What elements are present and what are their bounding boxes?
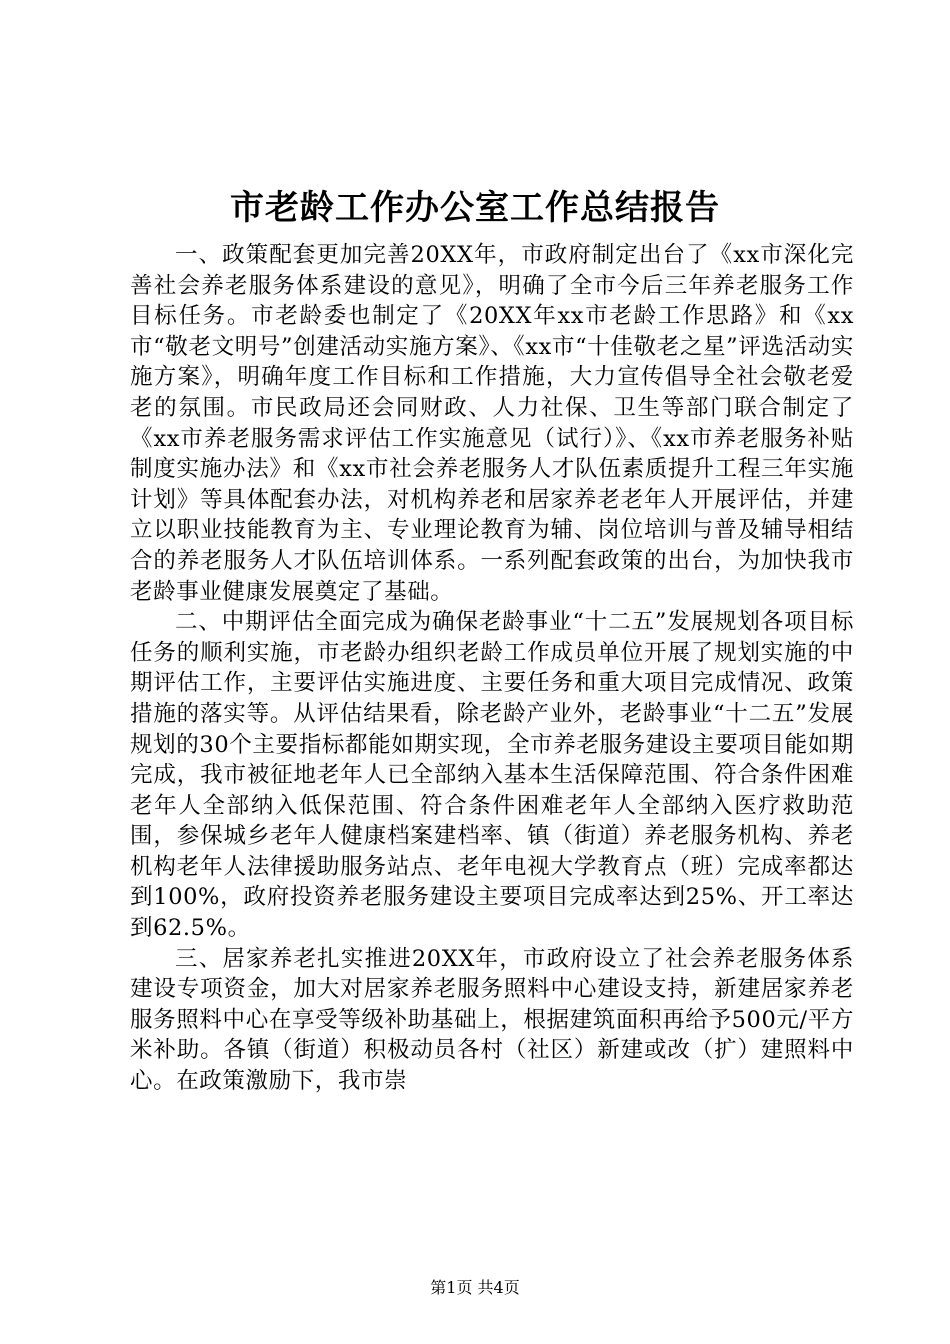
document-title: 市老龄工作办公室工作总结报告 (230, 188, 720, 228)
paragraph-midterm-evaluation: 二、中期评估全面完成为确保老龄事业“十二五”发展规划各项目标任务的顺利实施，市老龄办组织老龄工作成员单位开展了规划实施的中期评估工作，主要评估实施进度、主要任务和重大项目完成情况、政策措施的落实等。从评估结果看，除老龄产业外，老龄事业“十二五”发展规划的30个主要指标都能如期实现，全市养老服务建设主要项目能如期完成，我市被征地老年人已全部纳入基本生活保障范围、符合条件困难老年人全部纳入低保范围、符合条件困难老年人全部纳入医疗救助范围，参保城乡老年人健康档案建档率、镇（街道）养老服务机构、养老机构老年人法律援助服务站点、老年电视大学教育点（班）完成率都达到100%，政府投资养老服务建设主要项目完成率达到25%、开工率达到62.5%。 (130, 609, 854, 942)
paragraph-policy: 一、政策配套更加完善20XX年，市政府制定出台了《xx市深化完善社会养老服务体系建设的意见》，明确了全市今后三年养老服务工作目标任务。市老龄委也制定了《20XX年xx市老龄工作思路》和《xx市“敬老文明号”创建活动实施方案》、《xx市“十佳敬老之星”评选活动实施方案》，明确年度工作目标和工作措施，大力宣传倡导全社会敬老爱老的氛围。市民政局还会同财政、人力社保、卫生等部门联合制定了《xx市养老服务需求评估工作实施意见（试行）》、《xx市养老服务补贴制度实施办法》和《xx市社会养老服务人才队伍素质提升工程三年实施计划》等具体配套办法，对机构养老和居家养老老年人开展评估，并建立以职业技能教育为主、专业理论教育为辅、岗位培训与普及辅导相结合的养老服务人才队伍培训体系。一系列配套政策的出台，为加快我市老龄事业健康发展奠定了基础。 (130, 242, 854, 605)
paragraph-home-care: 三、居家养老扎实推进20XX年，市政府设立了社会养老服务体系建设专项资金，加大对居家养老服务照料中心建设支持，新建居家养老服务照料中心在享受等级补助基础上，根据建筑面积再给予500元/平方米补助。各镇（街道）积极动员各村（社区）新建或改（扩）建照料中心。在政策激励下，我市崇 (130, 945, 854, 1095)
document-body (130, 240, 854, 1097)
page-number-footer: 第1页 共4页 (430, 1278, 520, 1297)
